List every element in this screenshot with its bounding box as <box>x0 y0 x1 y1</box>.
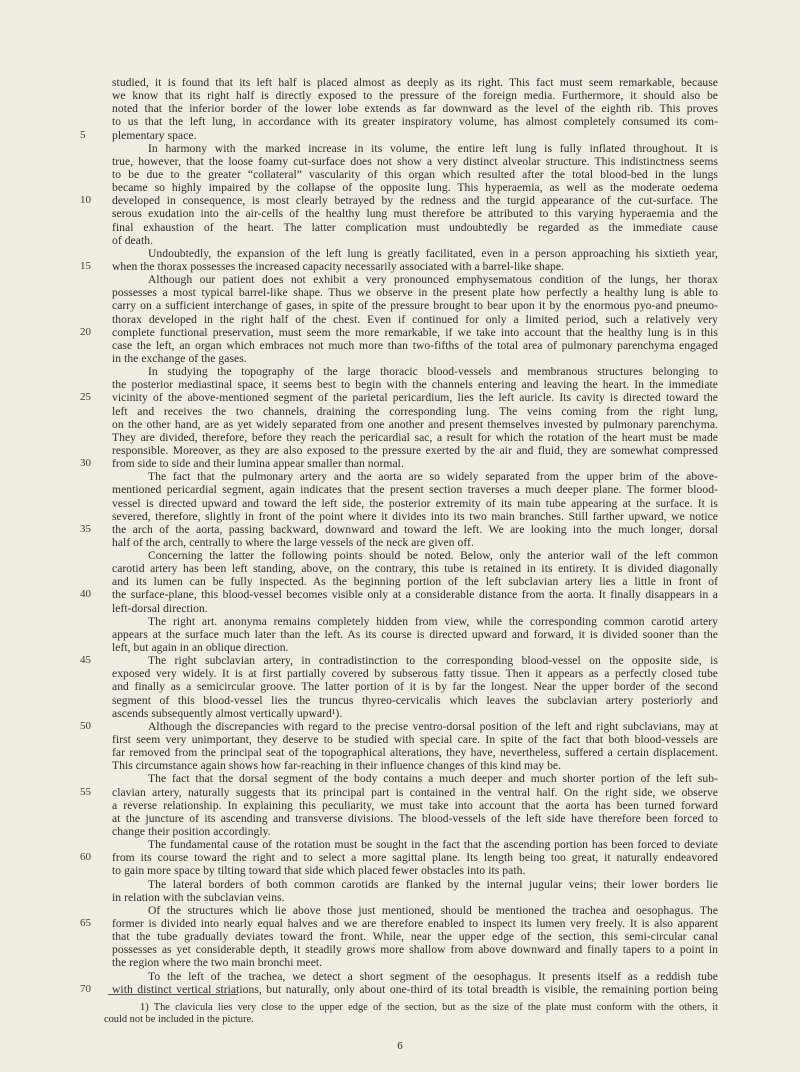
text-line <box>112 405 718 418</box>
line-text: with distinct vertical striations, but naturally, only about one-third of its total breadth is visible, the remaining portion being <box>112 982 718 996</box>
footnote-line: could not be included in the picture. <box>104 1014 254 1025</box>
line-text: responsible. Moreover, as they are also exposed to the pressure exerted by the air and fluid, they are somewhat compressed <box>112 443 718 457</box>
line-text: carotid artery has been left standing, above, on the contrary, this tube is retained in its entirety. It is divided diagonally <box>112 562 718 576</box>
line-text: developed in consequence, is most clearly betrayed by the redness and the turgid appearance of the cut-surface. The <box>112 194 718 208</box>
text-line <box>80 391 718 405</box>
line-text: became so highly impaired by the collapse of the opposite lung. This hyperaemia, as well as the moderate oedema <box>112 181 718 195</box>
text-line <box>112 602 718 615</box>
text-line <box>112 299 718 312</box>
line-text: and its lumen can be fully inspected. As the beginning portion of the left subclavian artery lies a little in front of <box>112 575 718 589</box>
line-text: first seem very unimportant, they deserve to be studied with special care. In spite of the fact that both blood-vessels are <box>112 733 718 747</box>
text-line <box>112 234 718 247</box>
text-line <box>112 667 718 680</box>
text-line <box>112 956 718 969</box>
line-text: thorax developed in the right half of the chest. Even if continued for only a limited period, such a relatively very <box>112 312 718 326</box>
text-line <box>112 549 718 562</box>
line-text: exposed very widely. It is at first partially covered by subserous fatty tissue. Then it appears as a perfectly closed tube <box>112 667 718 681</box>
text-line <box>112 418 718 431</box>
text-line <box>112 746 718 759</box>
text-line <box>112 470 718 483</box>
line-text: when the thorax possesses the increased capacity necessarily associated with a barrel-like shape. <box>112 259 565 273</box>
line-text: severed, therefore, slightly in front of the point where it divides into its two main branches. Still farther upward, we notice <box>112 509 718 523</box>
line-number: 20 <box>80 325 92 338</box>
text-line <box>112 838 718 851</box>
text-line <box>112 497 718 510</box>
line-text: The lateral borders of both common carotids are flanked by the internal jugular veins; their lower borders lie <box>148 877 718 891</box>
line-number: 40 <box>80 588 92 601</box>
text-line <box>112 615 718 628</box>
line-text: segment of this blood-vessel lies the truncus thyreo-cervicalis which leaves the subclavian artery posteriorly and <box>112 693 718 707</box>
text-line <box>112 313 718 326</box>
line-number: 50 <box>80 719 92 732</box>
line-text: In studying the topography of the large thoracic blood-vessels and membranous structures belonging to <box>148 365 718 379</box>
text-line <box>112 181 718 194</box>
text-line <box>80 194 718 208</box>
line-text: in the exchange of the gases. <box>112 351 247 365</box>
line-text: left-dorsal direction. <box>112 601 208 615</box>
text-line <box>112 431 718 444</box>
line-text: left, but again in an oblique direction. <box>112 641 289 655</box>
line-text: possesses a most typical barrel-like shape. Thus we observe in the present plate how perfectly a healthy lung is able to <box>112 286 718 300</box>
text-line <box>112 562 718 575</box>
text-line <box>112 641 718 654</box>
line-text: In harmony with the marked increase in its volume, the entire left lung is fully inflated throughout. It is <box>148 141 718 155</box>
line-text: ascends subsequently almost vertically upward¹). <box>112 706 343 720</box>
line-text: The right art. anonyma remains completely hidden from view, while the corresponding common carotid artery <box>148 614 718 628</box>
line-text: a reverse relationship. In explaining this peculiarity, we must take into account that the aorta has been turned forward <box>112 798 718 812</box>
text-line <box>112 207 718 220</box>
text-line <box>80 128 718 142</box>
footnote <box>104 1002 718 1026</box>
line-text: studied, it is found that its left half is placed almost as deeply as its right. This fact must seem remarkable, because <box>112 76 718 89</box>
line-text: Of the structures which lie above those just mentioned, should be mentioned the trachea and oesophagus. The <box>148 903 718 917</box>
footnote-line: 1) The clavicula lies very close to the upper edge of the section, but as the size of the plate must conform with the others, it <box>140 1002 718 1013</box>
line-number: 30 <box>80 457 92 470</box>
text-line <box>112 221 718 234</box>
text-line <box>112 247 718 260</box>
text-line <box>112 930 718 943</box>
line-text: serous exudation into the air-cells of the healthy lung must therefore be attributed to this varying hyperaemia and the <box>112 207 718 221</box>
line-number: 5 <box>80 128 86 141</box>
text-line <box>80 654 718 668</box>
text-line <box>112 904 718 917</box>
line-text: half of the arch, centrally to where the large vessels of the neck are given off. <box>112 535 474 549</box>
text-line <box>112 89 718 102</box>
line-number: 65 <box>80 917 92 929</box>
text-line <box>80 785 718 799</box>
text-line <box>112 168 718 181</box>
line-text: that the tube gradually deviates toward the front. While, near the upper edge of the section, this semi-circular canal <box>112 930 718 944</box>
line-text: The fundamental cause of the rotation must be sought in the fact that the ascending portion has been forced to deviate <box>148 838 718 852</box>
text-line <box>112 536 718 549</box>
line-text: from side to side and their lumina appear smaller than normal. <box>112 457 404 471</box>
line-text: the posterior mediastinal space, it seems best to begin with the channels entering and leaving the heart. In the immediate <box>112 378 718 392</box>
line-text: To the left of the trachea, we detect a short segment of the oesophagus. It presents itself as a reddish tube <box>148 969 718 983</box>
line-text: mentioned pericardial segment, again indicates that the present section traverses a much deeper plane. The former blood- <box>112 483 718 497</box>
text-line <box>112 891 718 904</box>
line-text: The right subclavian artery, in contradistinction to the corresponding blood-vessel on the opposite side, is <box>148 654 718 668</box>
line-text: and finally as a semicircular groove. The latter portion of it is by far the longest. Near the upper border of the second <box>112 680 718 694</box>
line-number: 15 <box>80 259 92 272</box>
line-text: clavian artery, naturally suggests that its principal part is contained in the ventral half. On the right side, we observe <box>112 785 718 799</box>
text-line <box>112 878 718 891</box>
text-line <box>112 444 718 457</box>
line-text: on the other hand, are as yet widely separated from one another and present themselves invested by pulmonary parenchyma. <box>112 417 718 431</box>
text-line <box>80 851 718 865</box>
line-text: far removed from the principal seat of the topographical alterations, they have, nevertheless, suffered a certain displacement. <box>112 746 718 760</box>
line-text: the arch of the aorta, passing backward, downward and toward the left. We are looking into the much longer, dorsal <box>112 522 718 536</box>
line-text: Although our patient does not exhibit a very pronounced emphysematous condition of the lungs, her thorax <box>148 273 718 287</box>
line-text: Concerning the latter the following points should be noted. Below, only the anterior wall of the left common <box>148 549 718 563</box>
text-line <box>112 155 718 168</box>
line-text: at the juncture of its ascending and transverse divisions. The blood-vessels of the left side have therefore been forced to <box>112 811 718 825</box>
text-line <box>112 970 718 983</box>
text-line <box>80 325 718 339</box>
line-number: 60 <box>80 851 92 864</box>
line-text: appears at the surface much later than the left. As its course is directed upward and forward, it is divided sooner than the <box>112 627 718 641</box>
line-text: the surface-plane, this blood-vessel becomes visible only at a considerable distance from the aorta. It finally disappears in a <box>112 588 718 602</box>
line-text: The fact that the pulmonary artery and the aorta are so widely separated from the upper brim of the above- <box>148 470 718 484</box>
text-line <box>112 575 718 588</box>
text-line <box>112 339 718 352</box>
text-line <box>112 680 718 693</box>
text-line <box>112 772 718 785</box>
text-line <box>112 286 718 299</box>
line-text: plementary space. <box>112 128 197 142</box>
line-text: of death. <box>112 233 154 247</box>
text-line <box>112 378 718 391</box>
page-number: 6 <box>397 1040 403 1052</box>
text-line <box>112 628 718 641</box>
text-line <box>112 759 718 772</box>
line-text: Undoubtedly, the expansion of the left lung is greatly facilitated, even in a person approaching his sixtieth year, <box>148 246 718 260</box>
text-line <box>80 588 718 602</box>
text-line <box>112 707 718 720</box>
line-text: left and receives the two channels, draining the corresponding lung. The veins coming from the right lung, <box>112 404 718 418</box>
line-number: 55 <box>80 785 92 798</box>
line-text: in relation with the subclavian veins. <box>112 890 285 904</box>
text-line <box>80 259 718 273</box>
text-line <box>112 115 718 128</box>
text-line <box>80 522 718 536</box>
text-line <box>80 457 718 471</box>
footnote-rule <box>108 994 238 995</box>
text-line <box>112 510 718 523</box>
text-line <box>112 483 718 496</box>
line-text: change their position accordingly. <box>112 825 271 839</box>
text-line <box>112 102 718 115</box>
line-text: final exhaustion of the heart. The latter complication must undoubtedly be regarded as the immediate cause <box>112 220 718 234</box>
line-text: vessel is directed upward and toward the left side, the posterior extremity of its main tube appearing at the surface. It is <box>112 496 718 510</box>
text-line <box>112 365 718 378</box>
line-number: 10 <box>80 194 92 207</box>
line-text: noted that the inferior border of the lower lobe extends as far downward as the level of the eighth rib. This proves <box>112 102 718 116</box>
line-text: They are divided, therefore, before they reach the pericardial sac, a result for which the rotation of the heart must be made <box>112 430 718 444</box>
line-text: case the left, an organ which embraces not much more than two-fifths of the total area of pulmonary parenchyma engaged <box>112 338 718 352</box>
line-text: to be due to the greater “collateral” vascularity of this organ which resulted after the total blood-bed in the lungs <box>112 167 718 181</box>
text-line <box>112 825 718 838</box>
text-line <box>112 812 718 825</box>
line-text: vicinity of the above-mentioned segment of the parietal pericardium, lies the left auricle. Its cavity is directed toward the <box>112 391 718 405</box>
text-line <box>112 864 718 877</box>
line-text: from its course toward the right and to select a more sagittal plane. Its length being too great, it naturally endeavored <box>112 851 718 865</box>
line-text: possesses as yet considerable depth, it steadily grows more shallow from above downward and finally tapers to a point in <box>112 943 718 957</box>
line-text: the region where the two main bronchi meet. <box>112 956 323 970</box>
text-line <box>112 799 718 812</box>
text-line <box>112 142 718 155</box>
line-text: former is divided into nearly equal halves and we are therefore enabled to inspect its lumen very freely. It is also apparent <box>112 917 718 930</box>
text-line <box>80 917 718 930</box>
body-text <box>80 76 718 996</box>
line-number: 70 <box>80 982 92 995</box>
line-text: complete functional preservation, must seem the more remarkable, if we take into account that the healthy lung is in this <box>112 325 718 339</box>
line-number: 45 <box>80 654 92 667</box>
text-line <box>80 719 718 733</box>
line-text: to gain more space by tilting toward that side which placed fewer obstacles into its path. <box>112 864 526 878</box>
line-text: carry on a sufficient interchange of gases, in spite of the pressure brought to bear upon it by the enormous pyo-and pneumo- <box>112 299 718 313</box>
text-line <box>112 273 718 286</box>
line-text: true, however, that the loose foamy cut-surface does not show a very distinct alveolar structure. This indistinctness seems <box>112 154 718 168</box>
line-text: Although the discrepancies with regard to the precise ventro-dorsal position of the left and right subclavians, may at <box>148 719 718 733</box>
line-number: 35 <box>80 522 92 535</box>
text-line <box>112 76 718 89</box>
line-text: This circumstance again shows how far-reaching in their influence changes of this kind may be. <box>112 759 562 773</box>
line-text: The fact that the dorsal segment of the body contains a much deeper and much shorter portion of the left sub- <box>148 772 718 786</box>
text-line <box>112 733 718 746</box>
line-text: we know that its right half is directly exposed to the pressure of the foreign media. Furthermore, it should also be <box>112 89 718 103</box>
text-line <box>112 694 718 707</box>
line-number: 25 <box>80 391 92 404</box>
line-text: to us that the left lung, in accordance with its greater inspiratory volume, has almost completely consumed its com- <box>112 115 718 129</box>
text-line <box>112 352 718 365</box>
text-line <box>112 943 718 956</box>
